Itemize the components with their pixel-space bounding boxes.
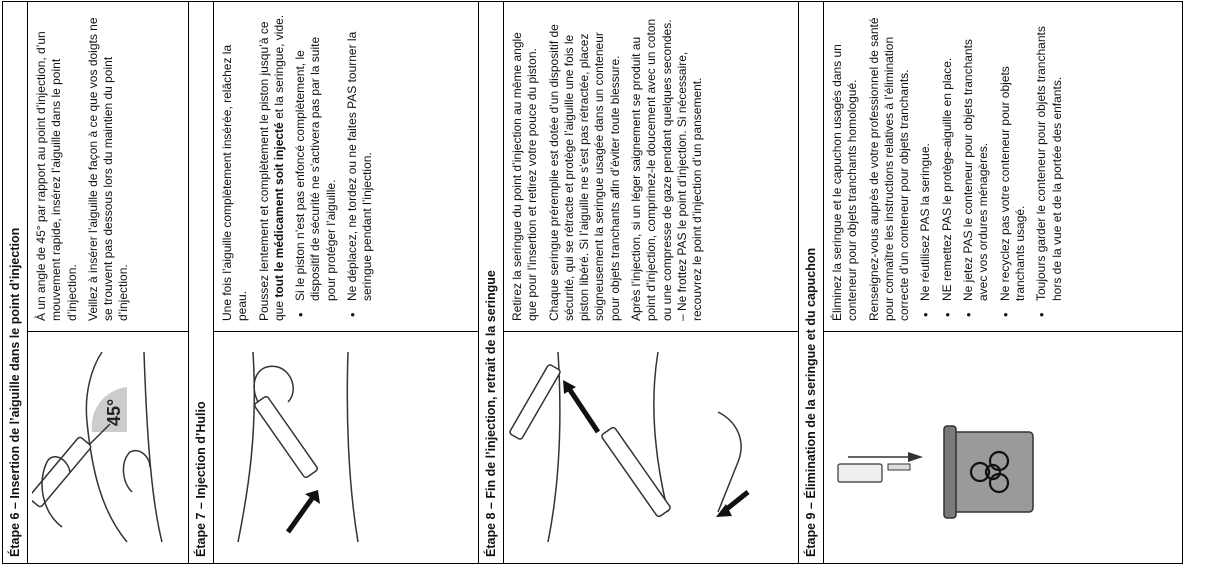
step-9-header-row [799,1,824,563]
step-9-bullet-list [918,12,1064,321]
step-7-p2-bold: tout le médicament soit injecté [271,122,286,298]
step-6-paragraph-2: Veillez à insérer l’aiguille de façon à ce que vos doigts ne se trouvent pas dessous lors du maintien du point d’injection. [85,17,131,321]
step-8-illustration-cell [504,332,799,564]
step-7-p2-start: Poussez lentement et complètement le piston jusqu’à ce que [256,21,286,321]
step-6-paragraph-1: À un angle de 45° par rapport au point d’injection, d’un mouvement rapide, insérez l’aiguille dans le point d’injection. [34,31,79,321]
step-9-bullet-1: • Ne réutilisez PAS la seringue. [918,12,933,301]
step-7-row [214,1,479,563]
step-8-paragraph-1: Retirez la seringue du point d’injection au même angle que pour l’insertion et retirez votre pouce du piston. [510,32,540,321]
step-8-title: Étape 8 – Fin de l’injection, retrait de la seringue [484,270,498,557]
step-9-title: Étape 9 – Élimination de la seringue et du capuchon [804,247,818,557]
step-9-paragraph-1: Éliminez la seringue et le capuchon usagés dans un conteneur pour objets tranchants homologué. [830,44,860,321]
steps-table [2,1,1183,564]
step-9-bullet-3: • Ne jetez PAS le conteneur pour objets tranchants avec vos ordures ménagères. [961,12,992,301]
step-7-paragraph-2 [257,12,288,321]
step-7-text-cell [214,1,479,331]
step-9-bullet-5: • Toujours garder le conteneur pour objets tranchants hors de la vue et de la portée des enfants. [1034,12,1065,301]
step-7-bullet-list [293,12,375,321]
step-8-row [504,1,799,563]
step-9-paragraph-2: Renseignez-vous auprès de votre professionnel de santé pour connaître les instructions relatives à l’élimination correcte d’un conteneur pour objets tranchants. [866,17,912,321]
step-7-bullet-2: • Ne déplacez, ne tordez ou ne faites PAS tourner la seringue pendant l’injection. [345,12,376,301]
step-9-bullet-2: • NE remettez PAS le protège-aiguille en place. [940,12,955,301]
step-7-header-row [189,1,214,563]
step-8-header-row [479,1,504,563]
syringe-removal-illustration [508,343,778,553]
step-9-bullet-4: • Ne recyclez pas votre conteneur pour objets tranchants usagé. [998,12,1029,301]
step-6-text-cell [28,1,189,331]
step-7-p2-end: et la seringue, vide. [271,14,286,123]
step-9-row [824,1,1183,563]
sharps-container-illustration [828,343,1048,553]
step-7-bullet-1: • Si le piston n’est pas enfoncé complètement, le dispositif de sécurité ne s’activera pas par la suite pour protéger l’aiguille. [293,12,339,301]
step-8-paragraph-3: Après l’injection, si un léger saignement se produit au point d’injection, comprimez-le doucement avec un coton ou une compresse de gaze pendant quelques secondes. – Ne frottez PAS le point d’injection. Si nécessaire, recouvrez le point d’injection d’un pansement. [629,18,705,321]
angle-label: 45° [104,399,124,427]
step-8-paragraph-2: Chaque seringue préremplie est dotée d’un dispositif de sécurité, qui se rétracte et protège l’aiguille une fois le piston libéré. Si l’aiguille ne s’est pas rétractée, placez soigneusement la seringue usagée dans un conteneur pour objets tranchants afin d’éviter toute blessure. [546,24,622,321]
step-7-paragraph-1: Une fois l’aiguille complètement insérée, relâchez la peau. [220,44,250,321]
step-6-row [28,1,189,563]
step-7-illustration-cell [214,332,479,564]
step-6-illustration-cell [28,332,189,564]
needle-insertion-illustration [32,343,172,553]
step-6-title: Étape 6 – Insertion de l’aiguille dans le point d’injection [8,227,22,557]
step-7-title: Étape 7 – Injection d’Hulio [194,401,208,557]
step-9-illustration-cell [824,332,1183,564]
step-8-text-cell [504,1,799,331]
step-9-text-cell [824,1,1183,331]
plunger-push-illustration [218,343,368,553]
step-6-header-row [3,1,28,563]
